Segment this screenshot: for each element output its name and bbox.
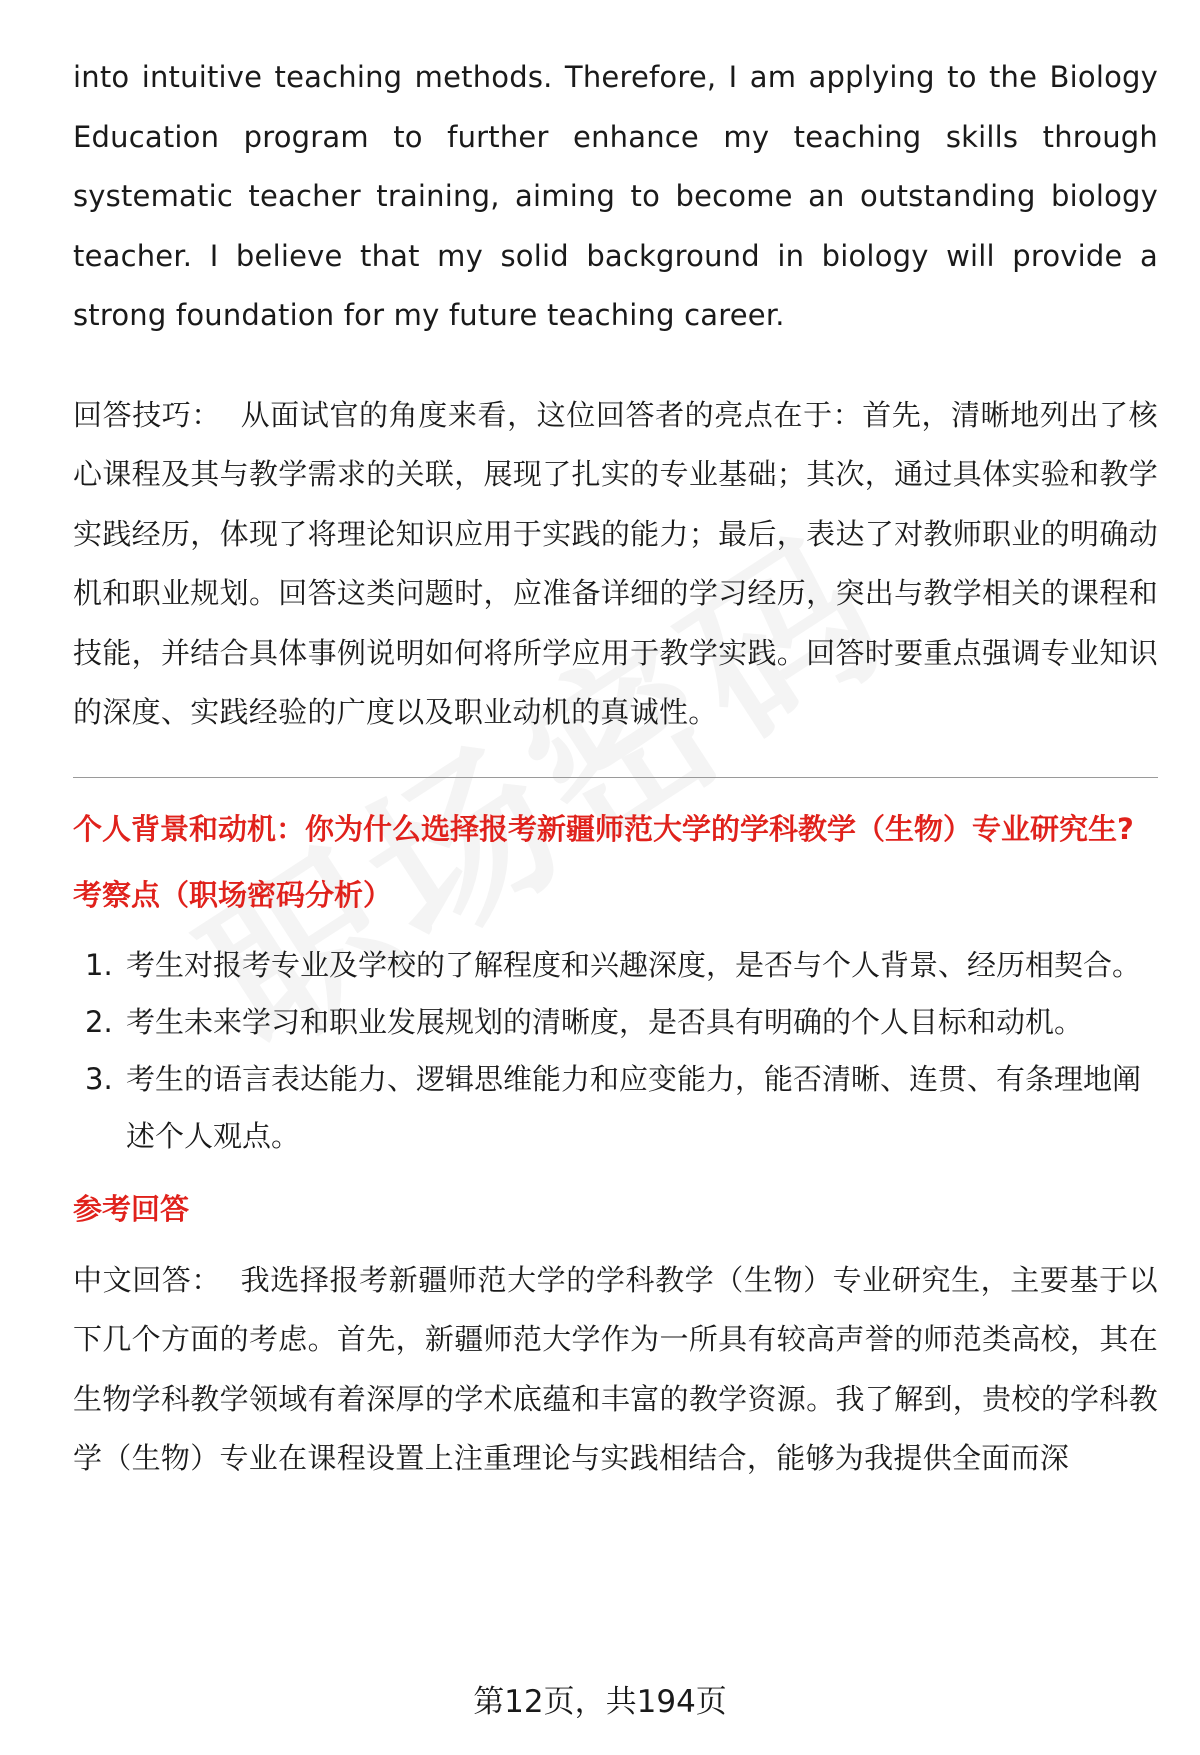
- reference-label: 中文回答：: [73, 1262, 222, 1297]
- page-number: 第12页，共194页: [473, 1684, 727, 1720]
- question-title: 个人背景和动机：你为什么选择报考新疆师范大学的学科教学（生物）专业研究生?: [73, 811, 1134, 846]
- key-points-list: [73, 937, 1158, 1165]
- tips-paragraph: [73, 386, 1158, 743]
- reference-heading: 参考回答: [73, 1191, 190, 1226]
- list-item: 2. 考生未来学习和职业发展规划的清晰度，是否具有明确的个人目标和动机。: [85, 1004, 1084, 1039]
- english-answer-paragraph: into intuitive teaching methods. Therefore, I am applying to the Biology Education program to further enhance my teaching skills through systematic teacher training, aiming to become an outstanding biology teacher. I believe that my solid background in biology will provide a strong foundation for my future teaching career.: [73, 60, 1158, 332]
- key-points-heading: 考察点（职场密码分析）: [73, 877, 393, 912]
- list-item: 1. 考生对报考专业及学校的了解程度和兴趣深度，是否与个人背景、经历相契合。: [85, 947, 1142, 982]
- section-divider: [73, 777, 1158, 778]
- reference-paragraph: [73, 1251, 1158, 1489]
- tips-label: 回答技巧：: [73, 397, 222, 432]
- document-body: [73, 48, 1158, 1489]
- tips-text: 从面试官的角度来看，这位回答者的亮点在于：首先，清晰地列出了核心课程及其与教学需求的关联，展现了扎实的专业基础；其次，通过具体实验和教学实践经历，体现了将理论知识应用于实践的能力；最后，表达了对教师职业的明确动机和职业规划。回答这类问题时，应准备详细的学习经历，突出与教学相关的课程和技能，并结合具体事例说明如何将所学应用于教学实践。回答时要重点强调专业知识的深度、实践经验的广度以及职业动机的真诚性。: [73, 397, 1158, 729]
- list-item: 3. 考生的语言表达能力、逻辑思维能力和应变能力，能否清晰、连贯、有条理地阐述个人观点。: [85, 1061, 1142, 1153]
- reference-text: 我选择报考新疆师范大学的学科教学（生物）专业研究生，主要基于以下几个方面的考虑。首先，新疆师范大学作为一所具有较高声誉的师范类高校，其在生物学科教学领域有着深厚的学术底蕴和丰富的教学资源。我了解到，贵校的学科教学（生物）专业在课程设置上注重理论与实践相结合，能够为我提供全面而深: [73, 1262, 1158, 1475]
